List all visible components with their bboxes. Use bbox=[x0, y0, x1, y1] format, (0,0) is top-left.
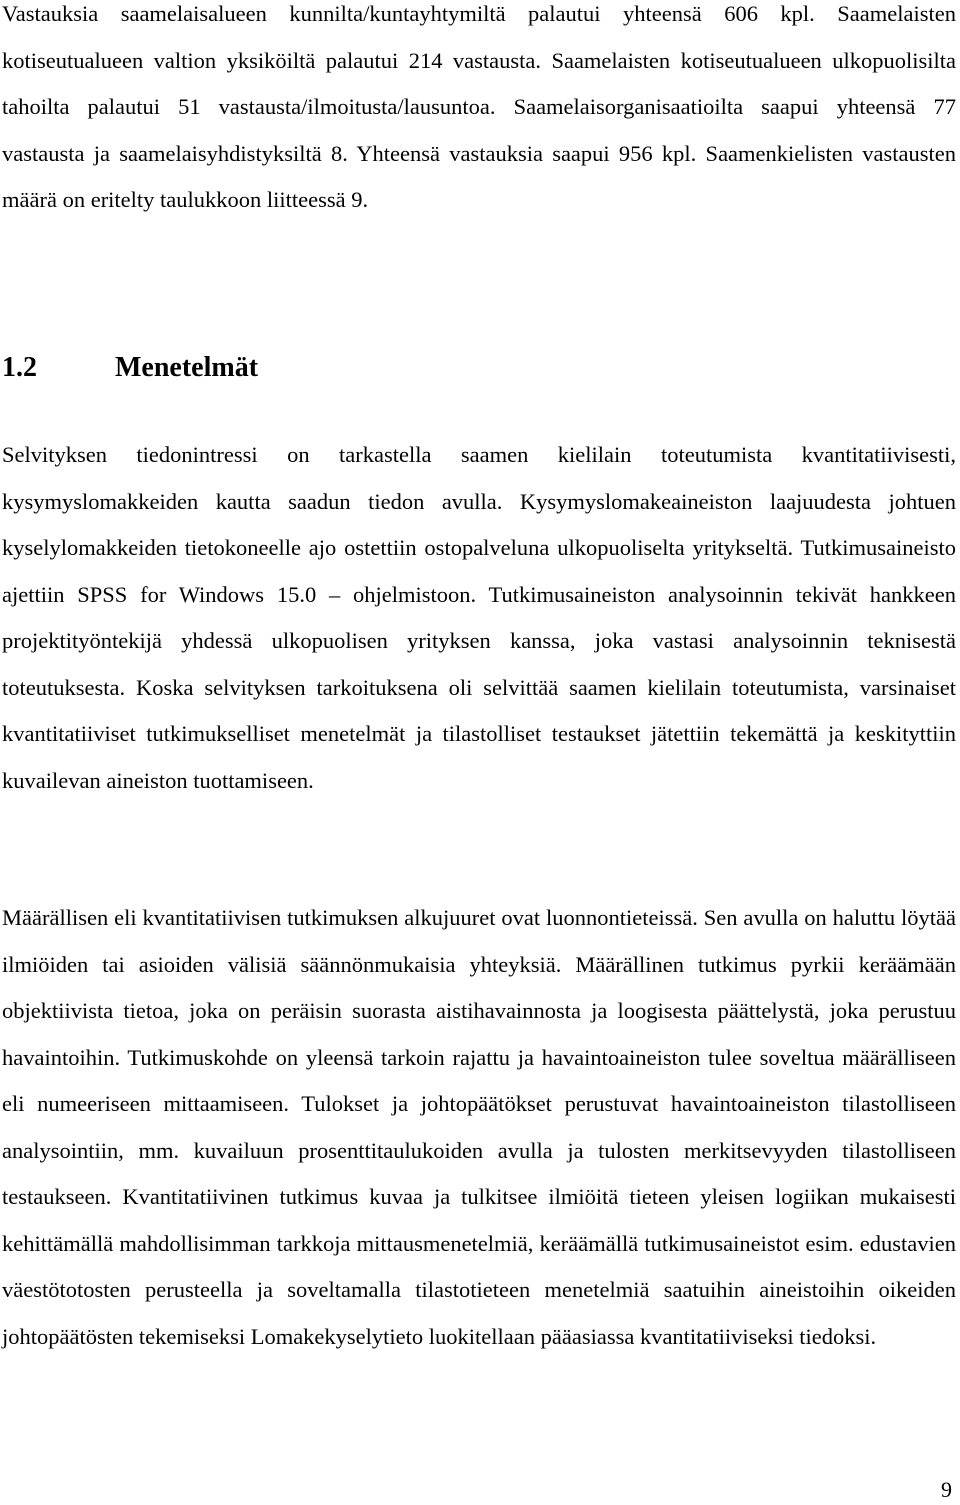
paragraph-methods: Selvityksen tiedonintressi on tarkastella saamen kielilain toteutumista kvantitatiivisesti, kysymyslomakkeiden kautta saadun tiedon avulla. Kysymyslomakeaineiston laajuudesta johtuen kyselylomakkeiden tietokoneelle ajo ostettiin ostopalveluna ulkopuoliselta yritykseltä. Tutkimusaineisto ajettiin SPSS for Windows 15.0 – ohjelmistoon. Tutkimusaineiston analysoinnin tekivät hankkeen projektityöntekijä yhdessä ulkopuolisen yrityksen kanssa, joka vastasi analysoinnin teknisestä toteutuksesta. Koska selvityksen tarkoituksena oli selvittää saamen kielilain toteutumista, varsinaiset kvantitatiiviset tutkimukselliset menetelmät ja tilastolliset testaukset jätettiin tekemättä ja keskityttiin kuvailevan aineiston tuottamiseen. bbox=[2, 442, 956, 793]
section-number: 1.2 bbox=[2, 352, 37, 383]
section-title: Menetelmät bbox=[115, 352, 259, 383]
paragraph-response-counts: Vastauksia saamelaisalueen kunnilta/kuntayhtymiltä palautui yhteensä 606 kpl. Saamelaisten kotiseutualueen valtion yksiköiltä palautui 214 vastausta. Saamelaisten kotiseutualueen ulkopuolisilta tahoilta palautui 51 vastausta/ilmoitusta/lausuntoa. Saamelaisorganisaatioilta saapui yhteensä 77 vastausta ja saamelaisyhdistyksiltä 8. Yhteensä vastauksia saapui 956 kpl. Saamenkielisten vastausten määrä on eritelty taulukkoon liitteessä 9. bbox=[2, 1, 956, 212]
section-heading bbox=[2, 348, 258, 388]
paragraph-quantitative-research: Määrällisen eli kvantitatiivisen tutkimuksen alkujuuret ovat luonnontieteissä. Sen avulla on haluttu löytää ilmiöiden tai asioiden välisiä säännönmukaisia yhteyksiä. Määrällinen tutkimus pyrkii keräämään objektiivista tietoa, joka on peräisin suorasta aistihavainnosta ja loogisesta päättelystä, joka perustuu havaintoihin. Tutkimuskohde on yleensä tarkoin rajattu ja havaintoaineiston tulee soveltua määrälliseen eli numeeriseen mittaamiseen. Tulokset ja johtopäätökset perustuvat havaintoaineiston tilastolliseen analysointiin, mm. kuvailuun prosenttitaulukoiden avulla ja tulosten merkitsevyyden tilastolliseen testaukseen. Kvantitatiivinen tutkimus kuvaa ja tulkitsee ilmiöitä tieteen yleisen logiikan mukaisesti kehittämällä mahdollisimman tarkkoja mittausmenetelmiä, keräämällä tutkimusaineistot esim. edustavien väestötotosten perusteella ja soveltamalla tilastotieteen menetelmiä saatuihin aineistoihin oikeiden johtopäätösten tekemiseksi Lomakekyselytieto luokitellaan pääasiassa kvantitatiiviseksi tiedoksi. bbox=[2, 905, 956, 1349]
page-number: 9 bbox=[941, 1477, 952, 1502]
